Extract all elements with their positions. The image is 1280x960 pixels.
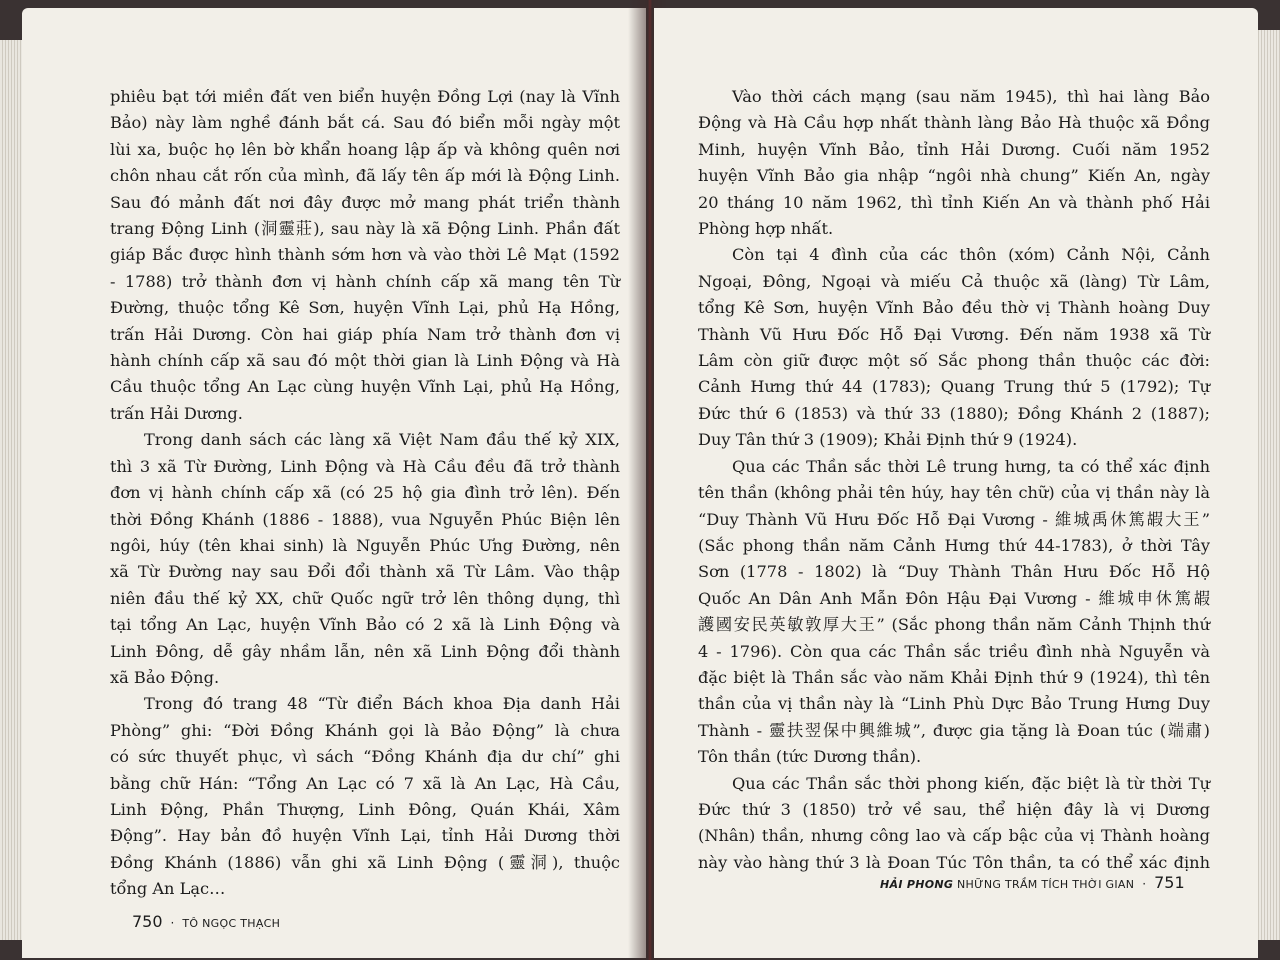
text-line: huyện Vĩnh Bảo gia nhập “ngôi nhà chung” Kiến An, ngày <box>698 166 1210 186</box>
text-line: đơn vị hành chính cấp xã (có 25 hộ gia đình trở lên). Đến <box>110 483 620 503</box>
running-head-bold: HẢI PHONG <box>880 878 954 891</box>
text-line: Linh Động, Phần Thượng, Linh Đông, Quán Khái, Xâm <box>110 799 620 819</box>
text-line: trấn Hải Dương. <box>110 403 243 423</box>
text-line: Trong danh sách các làng xã Việt Nam đầu thế kỷ XIX, <box>144 430 620 450</box>
text-line: Đồng Khánh (1886) vẫn ghi xã Linh Động (靈洞), thuộc <box>110 852 620 872</box>
text-line: (Sắc phong thần năm Cảnh Hưng thứ 44-1783), ở thời Tây <box>698 535 1210 555</box>
text-line: xã Từ Đường nay sau Đổi đổi thành xã Từ Lâm. Vào thập <box>110 562 620 582</box>
text-line: trang Động Linh (洞靈莊), sau này là xã Động Linh. Phần đất <box>110 219 620 239</box>
text-line: Ngoại, Đông, Ngoại và miếu Cả thuộc xã (làng) Từ Lâm, <box>698 271 1210 291</box>
text-line: thời Đồng Khánh (1886 - 1888), vua Nguyễn Phúc Biện lên <box>110 509 620 529</box>
text-line: lùi xa, buộc họ lên bờ khẩn hoang lập ấp và không quên nơi <box>110 139 620 159</box>
text-line: Cầu thuộc tổng An Lạc cùng huyện Vĩnh Lại, phủ Hạ Hồng, <box>110 377 620 397</box>
running-head-rest: NHỮNG TRẦM TÍCH THỜI GIAN <box>957 878 1135 891</box>
text-line: ngôi, húy (tên khai sinh) là Nguyễn Phúc Ưng Đường, nên <box>110 535 620 555</box>
running-head <box>880 878 1134 891</box>
text-line: Duy Tân thứ 3 (1909); Khải Định thứ 9 (1924). <box>698 430 1078 450</box>
text-line: niên đầu thế kỷ XX, chữ Quốc ngữ trở lên thông dụng, thì <box>110 588 620 608</box>
text-line: Quốc An Dân Anh Mẫn Đôn Hậu Đại Vương - 維城申休篤嘏 <box>698 588 1210 608</box>
text-line: đặc biệt là Thần sắc vào năm Khải Định thứ 9 (1924), thì tên <box>698 667 1210 687</box>
text-line: phiêu bạt tới miền đất ven biển huyện Đồng Lợi (nay là Vĩnh <box>110 87 620 106</box>
text-line: Thành - 靈扶翌保中興維城”, được gia tặng là Đoan túc (端肅) <box>698 720 1210 740</box>
text-line: hành chính cấp xã sau đó một thời gian là Linh Động và Hà <box>110 351 620 371</box>
text-line: 20 tháng 10 năm 1962, thì tỉnh Kiến An và thành phố Hải <box>698 192 1210 212</box>
text-line: Phòng hợp nhất. <box>698 219 834 239</box>
text-line: Tôn thần (tức Dương thần). <box>698 747 922 767</box>
page-number: 750 <box>132 912 163 931</box>
text-line: Qua các Thần sắc thời Lê trung hưng, ta có thể xác định <box>732 456 1210 476</box>
text-line: Sau đó mảnh đất nơi đây được mở mang phát triển thành <box>110 192 620 212</box>
text-line: Thành Vũ Hưu Đốc Hỗ Đại Vương. Đến năm 1938 xã Từ <box>698 324 1210 344</box>
text-line: Cảnh Hưng thứ 44 (1783); Quang Trung thứ 5 (1792); Tự <box>698 377 1210 397</box>
text-line: Minh, huyện Vĩnh Bảo, tỉnh Hải Dương. Cuối năm 1952 <box>698 139 1210 159</box>
right-page <box>654 8 1258 958</box>
text-line: chôn nhau cắt rốn của mình, đã lấy tên ấp mới là Động Linh. <box>110 166 620 186</box>
text-line: tổng Kê Sơn, huyện Vĩnh Bảo đều thờ vị Thành hoàng Duy <box>698 298 1210 318</box>
text-line: Bảo) này làm nghề đánh bắt cá. Sau đó biển mỗi ngày một <box>110 113 620 133</box>
text-line: Qua các Thần sắc thời phong kiến, đặc biệt là từ thời Tự <box>732 773 1210 793</box>
text-line: này vào hàng thứ 3 là Đoan Túc Tôn thần, ta có thể xác định <box>698 852 1210 872</box>
text-line: thì 3 xã Từ Đường, Linh Động và Hà Cầu đều đã trở thành <box>110 456 620 476</box>
text-line: Trong đó trang 48 “Từ điển Bách khoa Địa danh Hải <box>144 694 620 714</box>
text-line: - 1788) trở thành đơn vị hành chính cấp xã mang tên Từ <box>110 271 620 291</box>
text-line: Lâm còn giữ được một số Sắc phong thần thuộc các đời: <box>698 351 1210 371</box>
text-line: Đường, thuộc tổng Kê Sơn, huyện Vĩnh Lại, phủ Hạ Hồng, <box>110 298 620 318</box>
right-page-body <box>698 84 1210 876</box>
left-page <box>22 8 646 958</box>
footer-separator: · <box>1142 877 1147 891</box>
text-line: giáp Bắc được hình thành sớm hơn và vào thời Lê Mạt (1592 <box>110 245 620 265</box>
text-line: Đức thứ 3 (1850) trở về sau, thể hiện đây là vị Dương <box>698 799 1210 819</box>
text-line: có sức thuyết phục, vì sách “Đồng Khánh địa dư chí” ghi <box>110 747 620 767</box>
text-line: Động”. Hay bản đồ huyện Vĩnh Lại, tỉnh Hải Dương thời <box>110 826 620 846</box>
text-line: Linh Đông, dễ gây nhầm lẫn, nên xã Linh Động đổi thành <box>110 641 620 661</box>
text-line: “Duy Thành Vũ Hưu Đốc Hỗ Đại Vương - 維城禹休篤嘏大王” <box>698 509 1210 529</box>
text-line: bằng chữ Hán: “Tổng An Lạc có 7 xã là An Lạc, Hà Cầu, <box>110 773 620 793</box>
text-line: 護國安民英敏敦厚大王” (Sắc phong thần năm Cảnh Thịnh thứ <box>698 615 1210 635</box>
page-number: 751 <box>1154 873 1185 892</box>
right-page-footer <box>880 873 1185 892</box>
text-line: xã Bảo Động. <box>110 667 220 687</box>
text-line: Phòng” ghi: “Đời Đồng Khánh gọi là Bảo Động” là chưa <box>110 720 620 740</box>
text-line: tại tổng An Lạc, huyện Vĩnh Bảo có 2 xã là Linh Động và <box>110 615 620 635</box>
text-line: tổng An Lạc… <box>110 879 226 899</box>
text-line: Còn tại 4 đình của các thôn (xóm) Cảnh Nội, Cảnh <box>732 245 1210 265</box>
text-line: tên thần (không phải tên húy, hay tên chữ) của vị thần này là <box>698 483 1210 503</box>
left-page-footer <box>132 912 280 931</box>
left-page-body <box>110 84 620 903</box>
text-line: Sơn (1778 - 1802) là “Duy Thành Thân Hưu Đốc Hỗ Hộ <box>698 562 1210 582</box>
text-line: Động và Hà Cầu hợp nhất thành làng Bảo Hà thuộc xã Đồng <box>698 113 1210 133</box>
text-line: Vào thời cách mạng (sau năm 1945), thì hai làng Bảo <box>732 87 1210 106</box>
text-line: thần của vị thần này là “Linh Phù Dực Bảo Trung Hưng Duy <box>698 694 1210 714</box>
text-line: (Nhân) thần, nhưng công lao và cấp bậc của vị Thành hoàng <box>698 826 1210 846</box>
text-line: 4 - 1796). Còn qua các Thần sắc triều đình nhà Nguyễn và <box>698 641 1210 661</box>
running-head: TÔ NGỌC THẠCH <box>182 917 281 930</box>
footer-separator: · <box>170 916 175 930</box>
text-line: trấn Hải Dương. Còn hai giáp phía Nam trở thành đơn vị <box>110 324 620 344</box>
text-line: Đức thứ 6 (1853) và thứ 33 (1880); Đồng Khánh 2 (1887); <box>698 403 1210 423</box>
